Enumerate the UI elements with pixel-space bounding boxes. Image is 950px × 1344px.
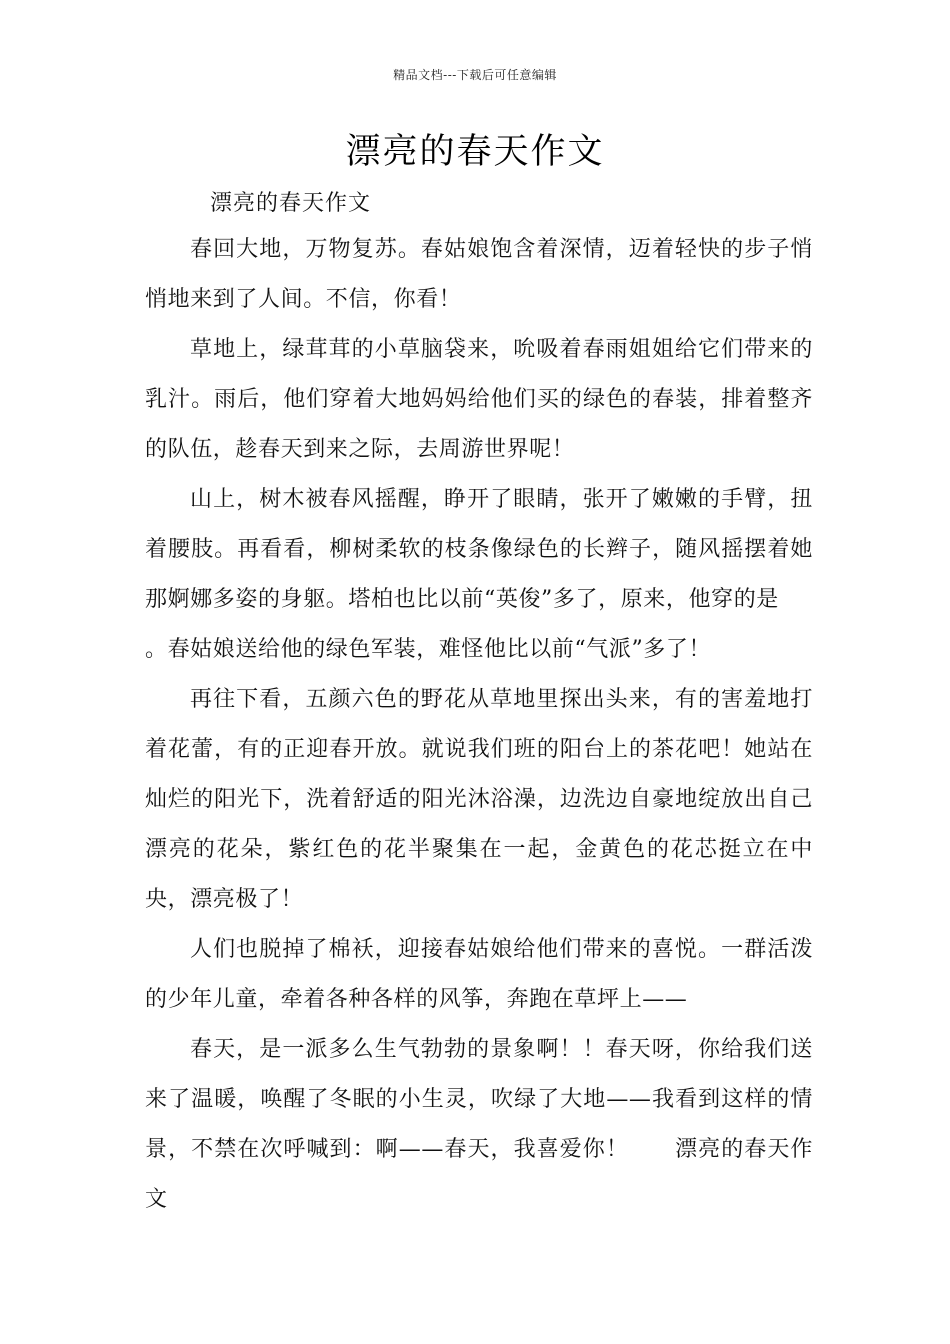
document-subtitle: 漂亮的春天作文 <box>210 191 372 216</box>
document-body <box>145 225 813 1225</box>
paragraph-people: 人们也脱掉了棉袄，迎接春姑娘给他们带来的喜悦。一群活泼的少年儿童，牵着各种各样的风筝，奔跑在草坪上—— <box>145 937 813 1012</box>
paragraph-flowers: 再往下看，五颜六色的野花从草地里探出头来，有的害羞地打着花蕾，有的正迎春开放。就说我们班的阳台上的茶花吧！她站在灿烂的阳光下，洗着舒适的阳光沐浴澡，边洗边自豪地绽放出自己漂亮的花朵，紫红色的花半聚集在一起，金黄色的花芯挺立在中央，漂亮极了！ <box>145 687 813 912</box>
paragraph-intro: 春回大地，万物复苏。春姑娘饱含着深情，迈着轻快的步子悄悄地来到了人间。不信，你看！ <box>145 237 813 312</box>
paragraph-grass: 草地上，绿茸茸的小草脑袋来，吮吸着春雨姐姐给它们带来的乳汁。雨后，他们穿着大地妈妈给他们买的绿色的春装，排着整齐的队伍，趁春天到来之际，去周游世界呢！ <box>145 337 813 462</box>
paragraph-conclusion: 春天，是一派多么生气勃勃的景象啊！！春天呀，你给我们送来了温暖，唤醒了冬眠的小生灵，吹绿了大地——我看到这样的情景，不禁在次呼喊到：啊——春天，我喜爱你！ 漂亮的春天作文 <box>145 1037 813 1212</box>
paragraph-mountain: 山上，树木被春风摇醒，睁开了眼睛，张开了嫩嫩的手臂，扭着腰肢。再看看，柳树柔软的枝条像绿色的长辫子，随风摇摆着她那婀娜多姿的身躯。塔柏也比以前“英俊”多了，原来，他穿的是 <box>145 487 813 612</box>
page-header: 精品文档---下载后可任意编辑 <box>393 68 557 82</box>
document-title: 漂亮的春天作文 <box>345 132 605 172</box>
paragraph-uniform: 。春姑娘送给他的绿色军装，难怪他比以前“气派”多了！ <box>145 637 712 662</box>
